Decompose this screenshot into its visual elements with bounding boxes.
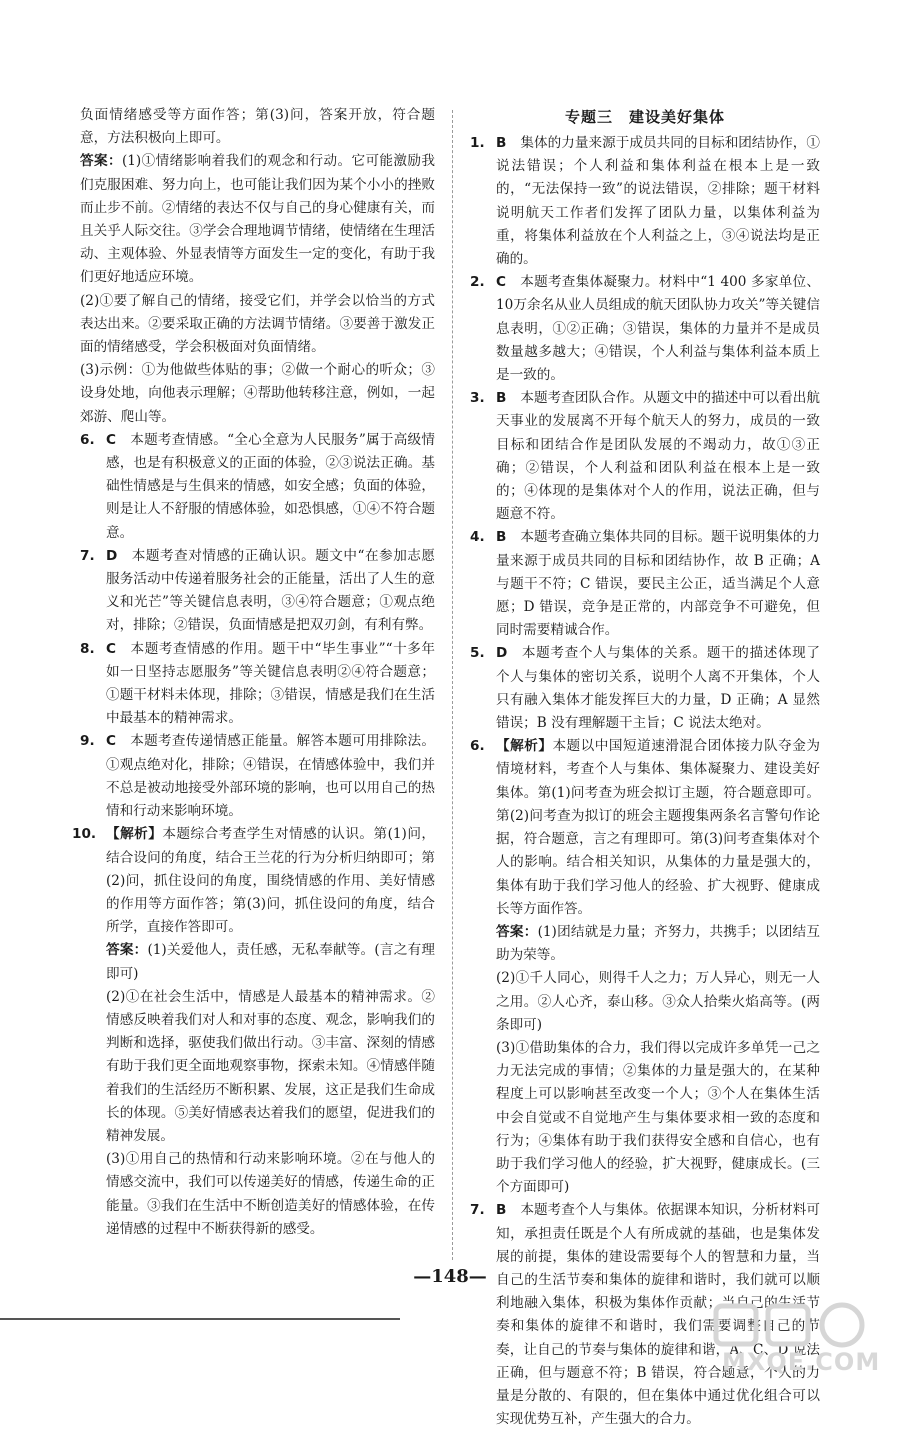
question-5 (470, 642, 820, 735)
answer-choice: C (106, 431, 116, 448)
question-number: 4. (470, 529, 485, 546)
question-explanation: 本题综合考查学生对情感的认识。第(1)问，结合设问的角度，结合王兰花的行为分析归纳即可；第(2)问，抓住设问的角度，围绕情感的作用、美好情感的作用等方面作答；第(3)问，抓住设问的角度，结合所学，直接作答即可。 (106, 826, 436, 936)
question-number: 3. (470, 390, 485, 407)
right-column (470, 104, 820, 1431)
question-number: 9. (80, 733, 95, 750)
left-column (72, 104, 436, 1241)
analysis-tag: 【解析】 (496, 738, 553, 755)
answer-5-part1: (1)①情绪影响着我们的观念和行动。它可能激励我们克服困难、努力向上，也可能让我们因为某个小小的挫败而止步不前。②情绪的表达不仅与自己的身心健康有关，而且关乎人际交往。③学会合理地调节情绪，使情绪在生理活动、主观体验、外显表情等方面发生一定的变化，有助于我们更好地适应环境。 (80, 153, 435, 286)
answer-label: 答案： (106, 942, 148, 959)
question-3 (470, 387, 820, 526)
question-number: 2. (470, 274, 485, 291)
answer-choice: C (496, 274, 506, 291)
question-number: 1. (470, 135, 485, 151)
question-10 (72, 823, 436, 1241)
page-number: —148— (413, 1266, 487, 1287)
answer-choice: C (106, 640, 116, 657)
question-number: 5. (470, 645, 485, 662)
watermark-icon (712, 1300, 882, 1350)
bottom-rule (0, 1318, 400, 1320)
question-number: 10. (72, 826, 97, 843)
question-explanation: 本题考查传递情感正能量。解答本题可用排除法。①观点绝对化，排除；④错误，在情感体验中，我们并不总是被动地接受外部环境的影响，也可以用自己的热情和行动来影响环境。 (106, 733, 435, 820)
question-explanation: 本题考查集体凝聚力。材料中“1 400 多家单位、10万余名从业人员组成的航天团队协力攻关”等关键信息表明，①②正确；③错误，集体的力量并不是成员数量越多越大；④错误，个人利益与集体利益本质上是一致的。 (496, 274, 820, 384)
watermark-text: MXQE.COM (722, 1348, 881, 1376)
answer-choice: D (106, 547, 118, 564)
answer-5-part2: (2)①要了解自己的情绪，接受它们，并学会以恰当的方式表达出来。②要采取正确的方法调节情绪。③要善于激发正面的情绪感受，学会积极面对负面情绪。 (80, 292, 435, 356)
question-explanation: 本题考查对情感的正确认识。题文中“在参加志愿服务活动中传递着服务社会的正能量，活出了人生的意义和光芒”等关键信息表明，③④符合题意；①观点绝对，排除；②错误，负面情感是把双刃剑，有利有弊。 (106, 547, 435, 634)
answer-block-5 (80, 150, 435, 289)
question-6 (80, 429, 435, 545)
question-number: 7. (470, 1202, 485, 1219)
question-explanation: 集体的力量来源于成员共同的目标和团结协作，①说法错误；个人利益和集体利益在根本上是一致的，“无法保持一致”的说法错误，②排除；题干材料说明航天工作者们发挥了团队力量，以集体利益为重，将集体利益放在个人利益之上，③④说法均是正确的。 (496, 135, 820, 268)
answer-10-part1: 答案：(1)关爱他人，责任感，无私奉献等。(言之有理即可) (106, 942, 435, 982)
question-number: 6. (470, 738, 485, 755)
question-4 (470, 526, 820, 642)
question-explanation: 本题考查情感。“全心全意为人民服务”属于高级情感，也是有积极意义的正面的体验，②③说法正确。基础性情感是与生俱来的情感，如安全感；负面的体验，则是让人不舒服的情感体验，如恐惧感，①④不符合题意。 (106, 431, 435, 541)
question-explanation: 本题考查个人与集体。依据课本知识，分析材料可知，承担责任既是个人有所成就的基础，也是集体发展的前提，集体的建设需要每个人的智慧和力量，当自己的生活节奏和集体的旋律和谐时，我们就可以顺利地融入集体，积极为集体作贡献；当自己的生活节奏和集体的旋律不和谐时，我们需要调整自己的节奏，让自己的节奏与集体的旋律和谐，A、C、D 说法正确，但与题意不符；B 错误，符合题意，个人的力量是分散的、有限的，但在集体中通过优化组合可以实现优势互补，产生强大的合力。 (496, 1202, 820, 1428)
answer-choice: B (496, 390, 507, 407)
analysis-tag: 【解析】 (106, 826, 163, 843)
answer-10-part3: (3)①用自己的热情和行动来影响环境。②在与他人的情感交流中，我们可以传递美好的情感，传递生命的正能量。③我们在生活中不断创造美好的情感体验，在传递情感的过程中不断获得新的感受。 (106, 1151, 435, 1237)
question-number: 6. (80, 431, 95, 448)
question-explanation: 本题考查确立集体共同的目标。题干说明集体的力量来源于成员共同的目标和团结协作，故 B 正确；A 与题干不符；C 错误，要民主公正，适当满足个人意愿；D 错误，竞争是正常的，内部竞争不可避免，但同时需要精诚合作。 (496, 529, 820, 639)
answer-label: 答案： (80, 153, 122, 170)
section-title: 专题三 建设美好集体 (564, 108, 725, 126)
question-8 (80, 638, 435, 731)
column-divider (452, 110, 453, 1260)
watermark-logo (712, 1300, 882, 1380)
answer-label: 答案： (496, 923, 538, 940)
question-number: 7. (80, 547, 95, 564)
answer-choice: B (496, 529, 507, 546)
question-9 (80, 730, 435, 823)
question-1 (470, 132, 820, 271)
answer-r6-part3: (3)①借助集体的合力，我们得以完成许多单凭一己之力无法完成的事情；②集体的力量是强大的，在某种程度上可以影响甚至改变一个人；③个人在集体生活中会自觉或不自觉地产生与集体要求相一致的态度和行为；④集体有助于我们获得安全感和自信心，也有助于我们学习他人的经验，扩大视野，健康成长。(三个方面即可) (496, 1039, 820, 1196)
question-7 (80, 545, 435, 638)
answer-5-part3: (3)示例：①为他做些体贴的事；②做一个耐心的听众；③设身处地，向他表示理解；④帮助他转移注意，例如，一起郊游、爬山等。 (80, 362, 435, 425)
left-intro: 负面情绪感受等方面作答；第(3)问，答案开放，符合题意，方法积极向上即可。 (80, 107, 435, 147)
question-6-right (470, 735, 820, 1199)
question-2 (470, 271, 820, 387)
question-number: 8. (80, 640, 95, 657)
question-explanation: 本题考查情感的作用。题干中“毕生事业”“十多年如一日坚持志愿服务”等关键信息表明②④符合题意；①题干材料未体现，排除；③错误，情感是我们在生活中最基本的精神需求。 (106, 640, 435, 727)
answer-choice: C (106, 733, 116, 750)
answer-r6-part2: (2)①千人同心，则得千人之力；万人异心，则无一人之用。②人心齐，泰山移。③众人拾柴火焰高等。(两条即可) (496, 970, 820, 1033)
question-explanation: 本题以中国短道速滑混合团体接力队夺金为情境材料，考查个人与集体、集体凝聚力、建设美好集体。第(1)问考查为班会拟订主题，符合题意即可。第(2)问考查为拟订的班会主题搜集两条名言警句作论据，符合题意，言之有理即可。第(3)问考查集体对个人的影响。结合相关知识，从集体的力量是强大的，集体有助于我们学习他人的经验、扩大视野、健康成长等方面作答。 (496, 738, 820, 917)
answer-choice: B (496, 135, 507, 151)
question-explanation: 本题考查个人与集体的关系。题干的描述体现了个人与集体的密切关系，说明个人离不开集体，个人只有融入集体才能发挥巨大的力量，D 正确；A 显然错误；B 没有理解题干主旨；C 说法太绝对。 (496, 645, 820, 732)
answer-choice: B (496, 1202, 507, 1219)
answer-10-part2: (2)①在社会生活中，情感是人最基本的精神需求。②情感反映着我们对人和对事的态度、观念，影响我们的判断和选择，驱使我们做出行动。③丰富、深刻的情感有助于我们更全面地观察事物，探索未知。④情感伴随着我们的生活经历不断积累、发展，这正是我们生命成长的体现。⑤美好情感表达着我们的愿望，促进我们的精神发展。 (106, 988, 435, 1144)
answer-r6-part1: 答案：(1)团结就是力量；齐努力，共携手；以团结互助为荣等。 (496, 923, 820, 964)
answer-choice: D (496, 645, 508, 662)
question-explanation: 本题考查团队合作。从题文中的描述中可以看出航天事业的发展离不开每个航天人的努力，成员的一致目标和团结合作是团队发展的不竭动力，故①③正确；②错误，个人利益和团队利益在根本上是一致的；④体现的是集体对个人的作用，说法正确，但与题意不符。 (496, 390, 820, 523)
